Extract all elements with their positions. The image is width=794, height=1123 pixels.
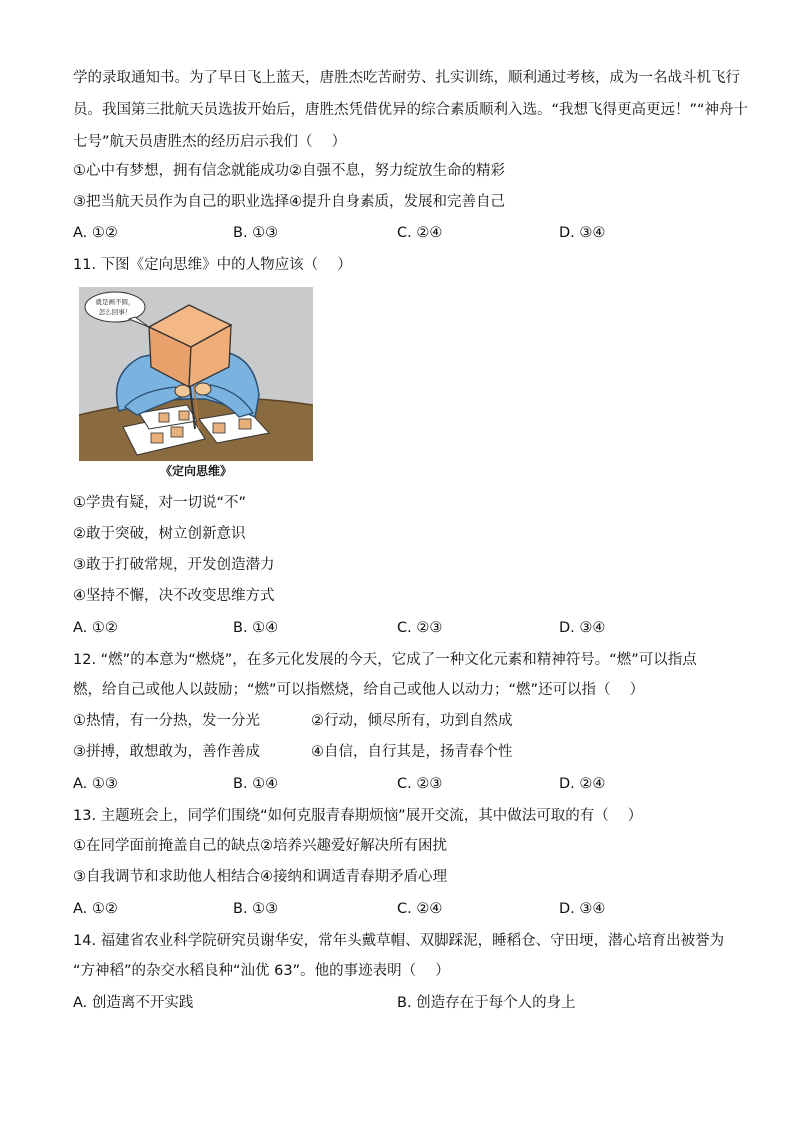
figure-caption: 《定向思维》	[159, 464, 233, 478]
q10-text-line-3: 七号”航天员唐胜杰的经历启示我们（ ）	[73, 134, 347, 150]
q12-statement-4: ④自信，自行其是，扬青春个性	[311, 744, 513, 760]
q11-statement-1: ①学贵有疑，对一切说“不”	[73, 495, 247, 511]
q12-option-c[interactable]: C. ②③	[397, 776, 443, 792]
speech-text-2: 怎么回事！	[98, 308, 132, 316]
q11-option-a[interactable]: A. ①②	[73, 620, 118, 636]
q11-option-d[interactable]: D. ③④	[559, 620, 606, 636]
q12-text-line-2: 燃，给自己或他人以鼓励；“燃”可以指燃烧，给自己或他人以动力；“燃”还可以指（ ）	[73, 682, 645, 698]
q12-options	[73, 774, 733, 794]
q12-option-d[interactable]: D. ②④	[559, 776, 606, 792]
q13-option-d[interactable]: D. ③④	[559, 901, 606, 917]
q10-option-d[interactable]: D. ③④	[559, 225, 606, 241]
q10-options	[73, 223, 733, 243]
q11-option-b[interactable]: B. ①④	[233, 620, 279, 636]
cartoon-figure	[79, 287, 313, 479]
q11-statement-3: ③敢于打破常规，开发创造潜力	[73, 557, 275, 573]
q11-options	[73, 618, 733, 638]
q10-option-a[interactable]: A. ①②	[73, 225, 118, 241]
q12-statement-row-1	[73, 711, 733, 731]
q13-statement-2: ③自我调节和求助他人相结合④接纳和调适青春期矛盾心理	[73, 869, 447, 885]
q10-text-line-2: 员。我国第三批航天员选拔开始后，唐胜杰凭借优异的综合素质顺利入选。“我想飞得更高更远！”“神舟十	[73, 102, 749, 118]
q12-option-b[interactable]: B. ①④	[233, 776, 279, 792]
q10-text-line-1: 学的录取通知书。为了早日飞上蓝天，唐胜杰吃苦耐劳、扎实训练，顺利通过考核，成为一名战斗机飞行	[73, 70, 740, 86]
q10-statement-2: ③把当航天员作为自己的职业选择④提升自身素质，发展和完善自己	[73, 194, 505, 210]
cartoon-illustration	[79, 287, 313, 479]
q14-options	[73, 993, 733, 1013]
q11-stem: 11. 下图《定向思维》中的人物应该（ ）	[73, 257, 352, 273]
q10-option-b[interactable]: B. ①③	[233, 225, 279, 241]
speech-text-1: 就是画不圆，	[95, 298, 135, 306]
q14-option-b[interactable]: B. 创造存在于每个人的身上	[397, 995, 576, 1011]
q14-text-line-2: “方神稻”的杂交水稻良种“汕优 63”。他的事迹表明（ ）	[73, 963, 450, 979]
q12-statement-3: ③拼搏，敢想敢为，善作善成	[73, 744, 260, 760]
q11-statement-2: ②敢于突破，树立创新意识	[73, 526, 246, 542]
q13-statement-1: ①在同学面前掩盖自己的缺点②培养兴趣爱好解决所有困扰	[73, 838, 447, 854]
q10-option-c[interactable]: C. ②④	[397, 225, 443, 241]
q12-text-line-1: 12. “燃”的本意为“燃烧”，在多元化发展的今天，它成了一种文化元素和精神符号。“燃”可以指点	[73, 652, 697, 668]
q13-option-a[interactable]: A. ①②	[73, 901, 118, 917]
q13-options	[73, 899, 733, 919]
q14-option-a[interactable]: A. 创造离不开实践	[73, 995, 194, 1011]
q11-statement-4: ④坚持不懈，决不改变思维方式	[73, 588, 275, 604]
q12-statement-2: ②行动，倾尽所有，功到自然成	[311, 713, 513, 729]
q13-option-b[interactable]: B. ①③	[233, 901, 279, 917]
q12-option-a[interactable]: A. ①③	[73, 776, 118, 792]
q11-option-c[interactable]: C. ②③	[397, 620, 443, 636]
q14-text-line-1: 14. 福建省农业科学院研究员谢华安，常年头戴草帽、双脚踩泥，睡稻仓、守田埂，潜心培育出被誉为	[73, 933, 725, 949]
q13-option-c[interactable]: C. ②④	[397, 901, 443, 917]
q10-statement-1: ①心中有梦想，拥有信念就能成功②自强不息，努力绽放生命的精彩	[73, 163, 505, 179]
q13-stem: 13. 主题班会上，同学们围绕“如何克服青春期烦恼”展开交流，其中做法可取的有（ ）	[73, 808, 643, 824]
q12-statement-row-2	[73, 742, 733, 762]
q12-statement-1: ①热情，有一分热，发一分光	[73, 713, 260, 729]
